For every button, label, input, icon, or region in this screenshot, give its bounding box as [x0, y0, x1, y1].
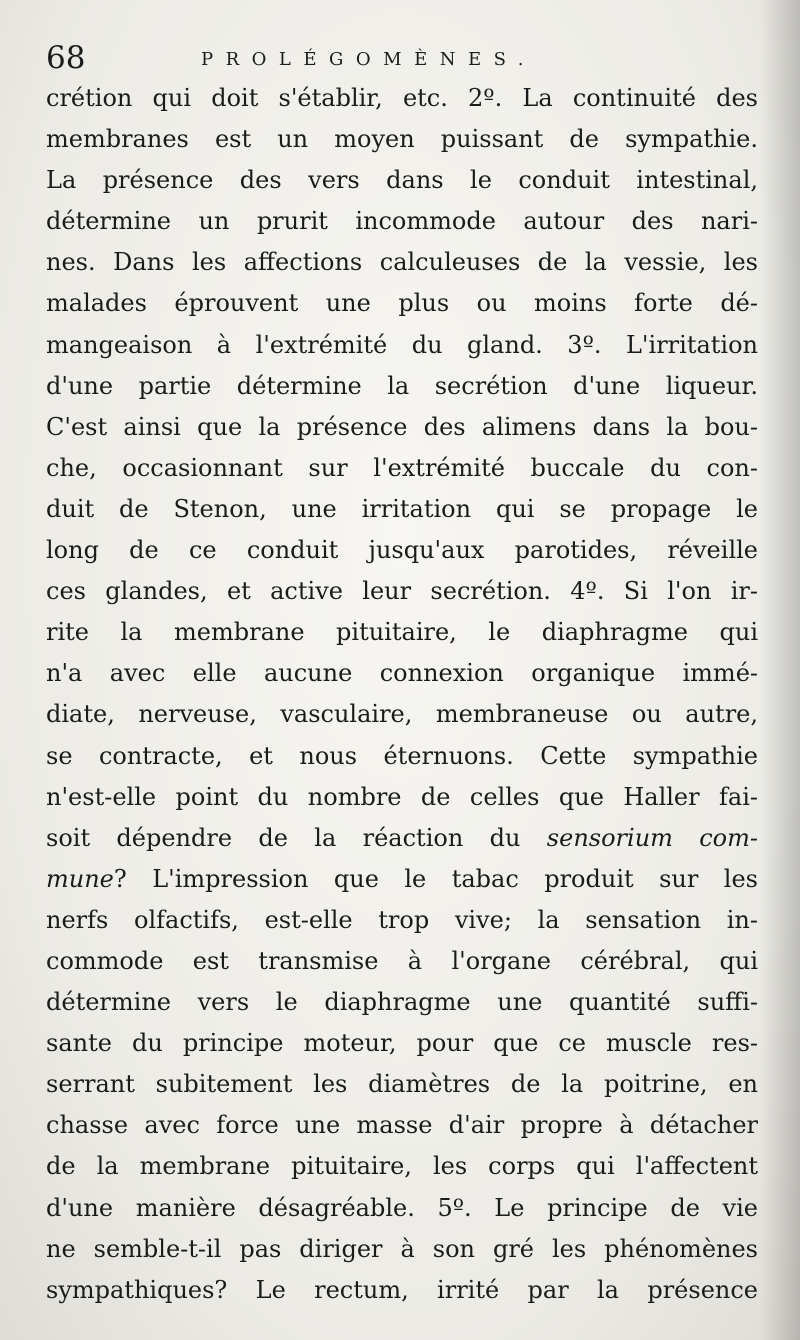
- text-line: sympathiques? Le rectum, irrité par la présence: [46, 1275, 758, 1304]
- text-line: [46, 859, 758, 900]
- latin-term: mune: [46, 864, 114, 893]
- page-edge-shadow: [760, 0, 800, 1340]
- text-line: C'est ainsi que la présence des alimens dans la bou-: [46, 412, 758, 441]
- page-number: 68: [46, 40, 86, 76]
- text-line: rite la membrane pituitaire, le diaphragme qui: [46, 618, 758, 647]
- text-line: La présence des vers dans le conduit intestinal,: [46, 166, 758, 195]
- running-title: PROLÉGOMÈNES.: [201, 49, 537, 70]
- text-line: détermine vers le diaphragme une quantité suffi-: [46, 988, 758, 1017]
- text-line: nerfs olfactifs, est-elle trop vive; la sensation in-: [46, 905, 758, 934]
- text-line: détermine un prurit incommode autour des nari-: [46, 207, 758, 236]
- text-line: nes. Dans les affections calculeuses de la vessie, les: [46, 248, 758, 277]
- text-line: malades éprouvent une plus ou moins forte dé-: [46, 289, 758, 318]
- line-text: soit dépendre de la réaction du: [46, 823, 547, 852]
- text-line: d'une manière désagréable. 5º. Le principe de vie: [46, 1193, 758, 1222]
- running-head: [46, 38, 754, 78]
- text-line: ne semble-t-il pas diriger à son gré les phénomènes: [46, 1234, 758, 1263]
- text-line: che, occasionnant sur l'extrémité buccale du con-: [46, 453, 758, 482]
- text-line: se contracte, et nous éternuons. Cette sympathie: [46, 741, 758, 770]
- text-line: [46, 818, 758, 859]
- latin-term: sensorium com-: [546, 823, 759, 852]
- line-text: ? L'impression que le tabac produit sur les: [113, 864, 758, 893]
- text-line: mangeaison à l'extrémité du gland. 3º. L'irritation: [46, 330, 758, 359]
- text-line: diate, nerveuse, vasculaire, membraneuse ou autre,: [46, 700, 758, 729]
- text-line: serrant subitement les diamètres de la poitrine, en: [46, 1070, 758, 1099]
- text-line: long de ce conduit jusqu'aux parotides, réveille: [46, 536, 758, 565]
- text-line: de la membrane pituitaire, les corps qui l'affectent: [46, 1152, 758, 1181]
- text-line: crétion qui doit s'établir, etc. 2º. La continuité des: [46, 84, 758, 112]
- text-line: duit de Stenon, une irritation qui se propage le: [46, 494, 758, 523]
- text-line: commode est transmise à l'organe cérébral, qui: [46, 946, 758, 975]
- text-line: sante du principe moteur, pour que ce muscle res-: [46, 1029, 758, 1058]
- text-line: n'est-elle point du nombre de celles que Haller fai-: [46, 782, 758, 811]
- text-line: n'a avec elle aucune connexion organique immé-: [46, 659, 758, 688]
- text-line: d'une partie détermine la secrétion d'une liqueur.: [46, 371, 758, 400]
- body-text: [46, 78, 758, 1311]
- text-line: ces glandes, et active leur secrétion. 4º. Si l'on ir-: [46, 577, 758, 606]
- text-line: membranes est un moyen puissant de sympathie.: [46, 125, 758, 154]
- text-line: chasse avec force une masse d'air propre à détacher: [46, 1111, 758, 1140]
